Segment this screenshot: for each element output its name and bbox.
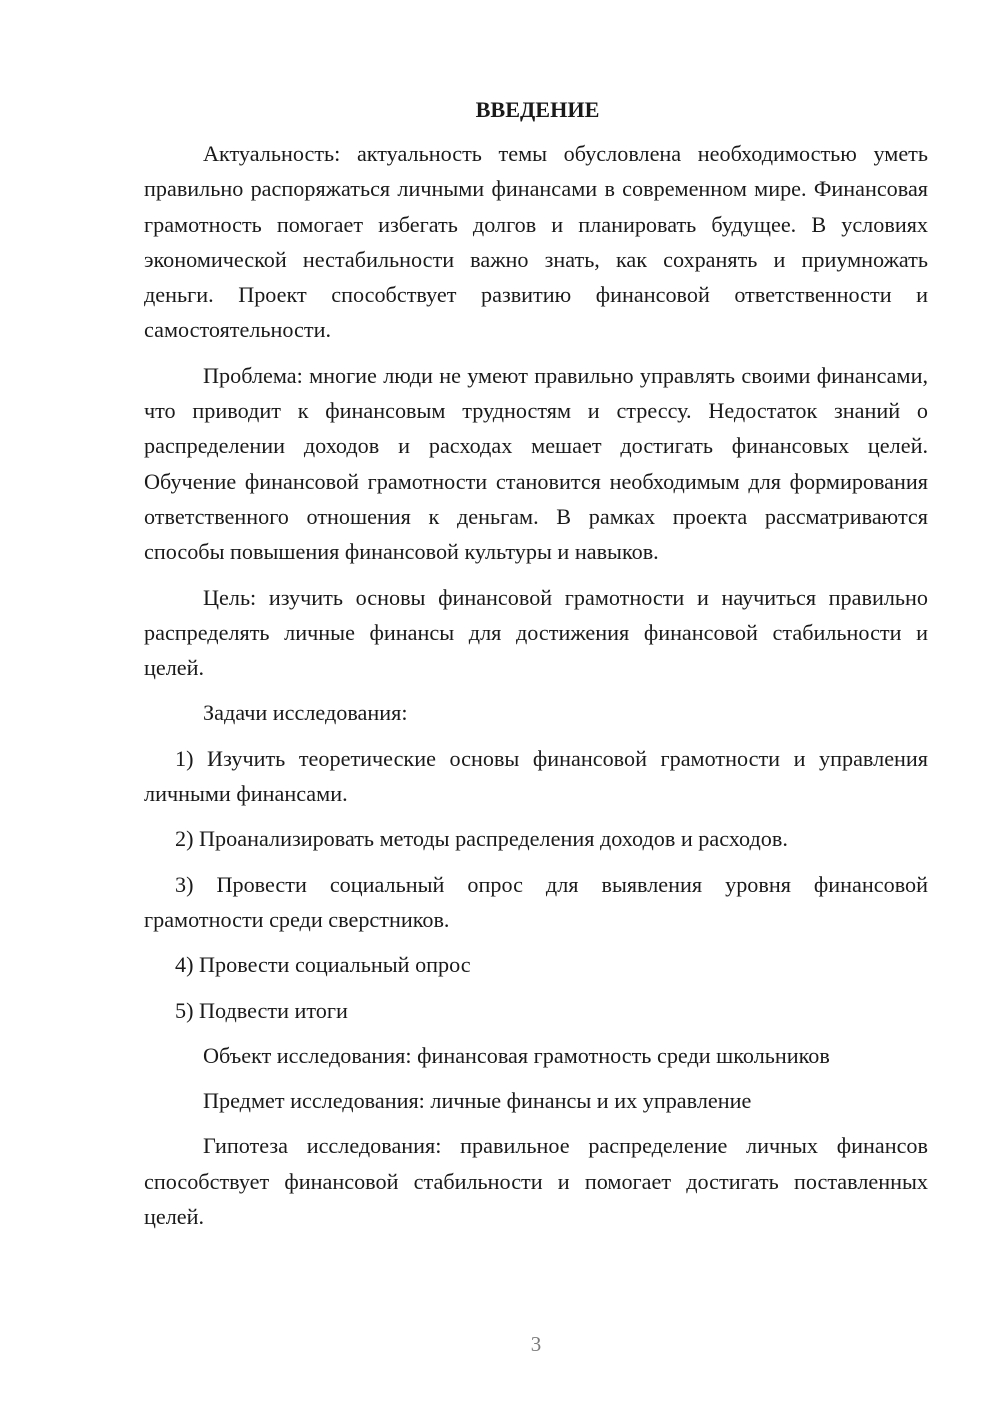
task-item-5: 5) Подвести итоги [175,997,348,1023]
page-content [144,96,928,1244]
goal-paragraph: Цель: изучить основы финансовой грамотности и научиться правильно распределять личные финансы для достижения финансовой стабильности и целей. [144,584,928,681]
section-title: ВВЕДЕНИЕ [475,97,600,122]
task-item-4: 4) Провести социальный опрос [175,952,471,978]
hypothesis-paragraph: Гипотеза исследования: правильное распределение личных финансов способствует финансовой стабильности и помогает достигать поставленных целей. [144,1133,928,1230]
task-item-2: 2) Проанализировать методы распределения доходов и расходов. [175,826,788,852]
object-paragraph: Объект исследования: финансовая грамотность среди школьников [203,1042,830,1068]
task-item-3: 3) Провести социальный опрос для выявления уровня финансовой грамотности среди сверстников. [144,871,928,932]
tasks-heading: Задачи исследования: [203,700,408,726]
page-number: 3 [530,1332,542,1356]
problem-paragraph: Проблема: многие люди не умеют правильно управлять своими финансами, что приводит к финансовым трудностям и стрессу. Недостаток знаний о распределении доходов и расходах мешает достигать финансовых целей. Обучение финансовой грамотности становится необходимым для формирования ответственного отношения к деньгам. В рамках проекта рассматриваются способы повышения финансовой культуры и навыков. [144,362,928,565]
relevance-paragraph: Актуальность: актуальность темы обусловлена необходимостью уметь правильно распоряжаться личными финансами в современном мире. Финансовая грамотность помогает избегать долгов и планировать будущее. В условиях экономической нестабильности важно знать, как сохранять и приумножать деньги. Проект способствует развитию финансовой ответственности и самостоятельности. [144,141,928,343]
task-item-1: 1) Изучить теоретические основы финансовой грамотности и управления личными финансами. [144,745,928,807]
subject-paragraph: Предмет исследования: личные финансы и их управление [203,1088,752,1114]
